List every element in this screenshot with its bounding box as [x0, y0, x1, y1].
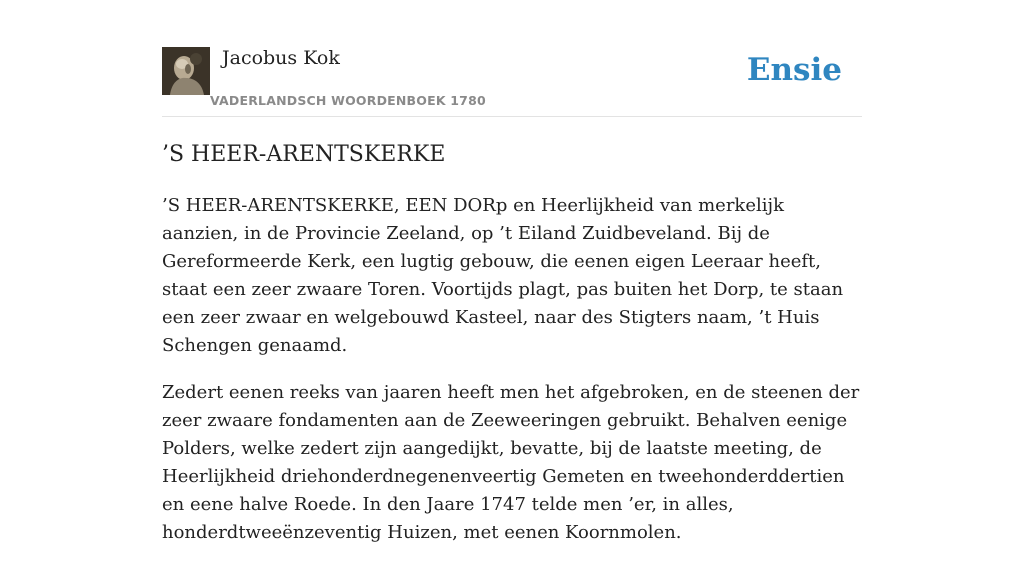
ensie-logo-link[interactable]: Ensie [746, 52, 842, 88]
entry-paragraph: ’S HEER-ARENTSKERKE, EEN DORp en Heerlijkheid van merkelijk aanzien, in de Provincie Zeeland, op ’t Eiland Zuidbeveland. Bij de Gereformeerde Kerk, een lugtig gebouw, die eenen eigen Leeraar heeft, staat een zeer zwaare Toren. Voortijds plagt, pas buiten het Dorp, te staan een zeer zwaar en welgebouwd Kasteel, naar des Stigters naam, ’t Huis Schengen genaamd. [162, 195, 844, 356]
portrait-avatar-icon[interactable] [162, 47, 210, 95]
entry-title: ’S HEER-ARENTSKERKE [162, 142, 446, 167]
entry-header [162, 0, 862, 117]
author-name-link[interactable]: Jacobus Kok [222, 47, 340, 69]
source-label: VADERLANDSCH WOORDENBOEK 1780 [210, 93, 486, 108]
entry-paragraph: Zedert eenen reeks van jaaren heeft men het afgebroken, en de steenen der zeer zwaare fondamenten aan de Zeeweeringen gebruikt. Behalven eenige Polders, welke zedert zijn aangedijkt, bevatte, bij de laatste meeting, de Heerlijkheid driehonderdnegenenveertig Gemeten en tweehonderddertien en eene halve Roede. In den Jaare 1747 telde men ’er, in alles, honderdtweeënzeventig Huizen, met eenen Koornmolen. [162, 382, 860, 543]
entry-body [162, 192, 862, 566]
